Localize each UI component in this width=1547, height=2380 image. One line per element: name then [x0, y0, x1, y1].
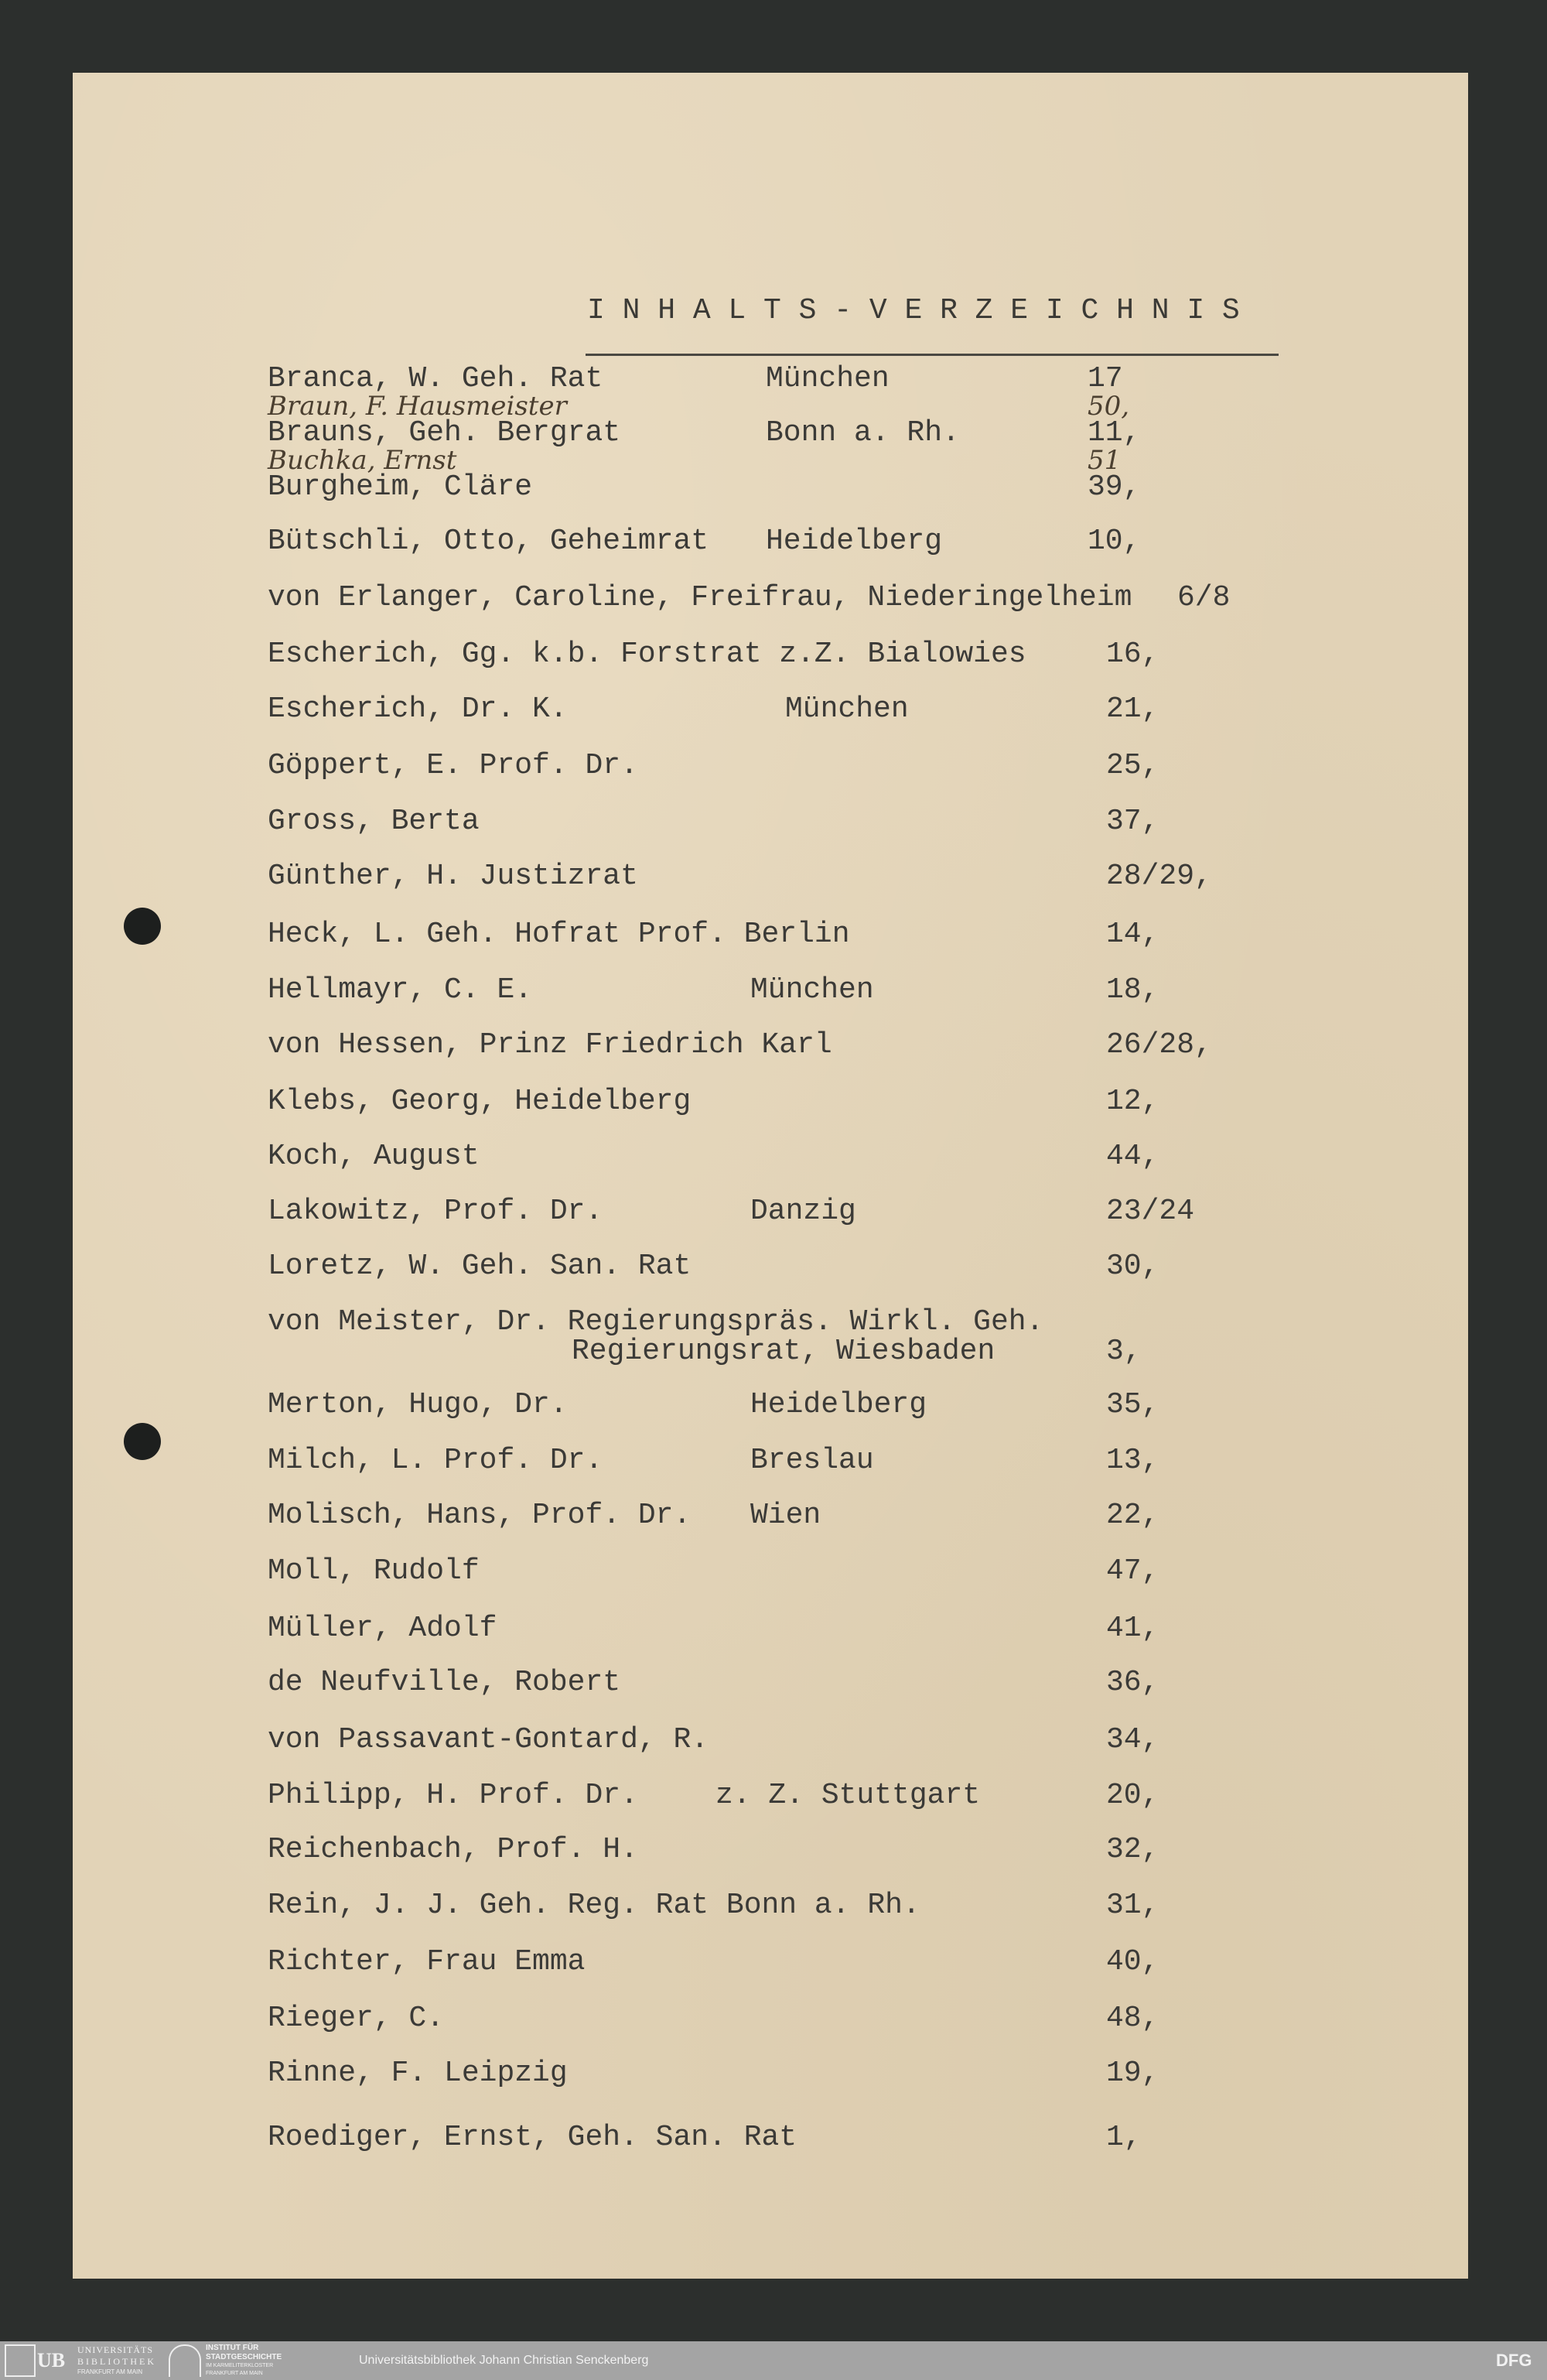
dfg-logo: DFG [1496, 2351, 1532, 2370]
entry-name: Heck, L. Geh. Hofrat Prof. Berlin [268, 918, 850, 951]
entry-page: 32, [1106, 1833, 1159, 1866]
entry-page: 35, [1106, 1388, 1159, 1421]
entry-name: von Meister, Dr. Regierungspräs. Wirkl. Geh. [268, 1305, 1044, 1339]
entry-page: 6/8 [1177, 581, 1231, 614]
entry-page: 19, [1106, 2057, 1159, 2090]
entry-page: 12, [1106, 1085, 1159, 1118]
entry-page: 1, [1106, 2121, 1142, 2154]
entry-name: Burgheim, Cläre [268, 470, 533, 504]
entry-name: Richter, Frau Emma [268, 1945, 586, 1978]
entry-name: Gross, Berta [268, 805, 480, 838]
entry-page: 17 [1088, 362, 1123, 395]
entry-place: München [750, 973, 874, 1007]
footer-bar [0, 2341, 1547, 2380]
entry-place: Danzig [750, 1195, 856, 1228]
punch-hole [124, 1423, 161, 1460]
entry-page: 22, [1106, 1499, 1159, 1532]
entry-name: Braun, F. Hausmeister [268, 391, 567, 422]
entry-name: Lakowitz, Prof. Dr. [268, 1195, 603, 1228]
entry-name: Branca, W. Geh. Rat [268, 362, 603, 395]
title-underline [586, 354, 1279, 356]
entry-page: 50, [1088, 391, 1130, 422]
entry-page: 14, [1106, 918, 1159, 951]
ub-line2: BIBLIOTHEK [77, 2356, 156, 2367]
entry-name: Milch, L. Prof. Dr. [268, 1444, 603, 1477]
ub-line1: UNIVERSITÄTS [77, 2344, 153, 2355]
entry-name: Molisch, Hans, Prof. Dr. [268, 1499, 692, 1532]
entry-page: 18, [1106, 973, 1159, 1007]
entry-place: Regierungsrat, Wiesbaden [572, 1335, 995, 1368]
entry-name: Escherich, Dr. K. [268, 692, 568, 726]
entry-page: 30, [1106, 1250, 1159, 1283]
entry-name: Klebs, Georg, Heidelberg [268, 1085, 692, 1118]
isg-line1: INSTITUT FÜR [206, 2344, 259, 2352]
entry-page: 44, [1106, 1140, 1159, 1173]
entry-name: Buchka, Ernst [268, 445, 457, 476]
entry-place: Heidelberg [750, 1388, 927, 1421]
entry-name: Bütschli, Otto, Geheimrat [268, 525, 709, 558]
entry-page: 3, [1106, 1335, 1142, 1368]
entry-page: 51 [1088, 445, 1122, 476]
entry-place: Heidelberg [766, 525, 943, 558]
isg-line4: FRANKFURT AM MAIN [206, 2371, 263, 2376]
entry-page: 28/29, [1106, 860, 1212, 893]
ub-logo-text: UB [37, 2349, 66, 2371]
entry-page: 39, [1088, 470, 1141, 504]
entry-name: Loretz, W. Geh. San. Rat [268, 1250, 692, 1283]
entry-name: Rieger, C. [268, 2002, 445, 2035]
ub-line3: FRANKFURT AM MAIN [77, 2368, 143, 2375]
entry-name: Göppert, E. Prof. Dr. [268, 749, 638, 782]
entry-name: Brauns, Geh. Bergrat [268, 416, 621, 450]
entry-name: Philipp, H. Prof. Dr. [268, 1779, 638, 1812]
isg-line3: IM KARMELITERKLOSTER [206, 2363, 274, 2368]
entry-page: 10, [1088, 525, 1141, 558]
entry-name: Roediger, Ernst, Geh. San. Rat [268, 2121, 797, 2154]
entry-name: Moll, Rudolf [268, 1554, 480, 1588]
entry-name: Reichenbach, Prof. H. [268, 1833, 638, 1866]
entry-page: 16, [1106, 638, 1159, 671]
library-name: Universitätsbibliothek Johann Christian Senckenberg [359, 2354, 649, 2367]
entry-name: von Erlanger, Caroline, Freifrau, Niederingelheim [268, 581, 1132, 614]
entry-place: z. Z. Stuttgart [715, 1779, 981, 1812]
entry-name: Rinne, F. Leipzig [268, 2057, 568, 2090]
entry-place: Bonn a. Rh. [766, 416, 960, 450]
entry-page: 20, [1106, 1779, 1159, 1812]
entry-name: Escherich, Gg. k.b. Forstrat z.Z. Bialowies [268, 638, 1026, 671]
entry-place: Wien [750, 1499, 821, 1532]
entry-page: 34, [1106, 1723, 1159, 1756]
entry-name: von Hessen, Prinz Friedrich Karl [268, 1028, 832, 1062]
entry-page: 37, [1106, 805, 1159, 838]
entry-page: 25, [1106, 749, 1159, 782]
punch-hole [124, 908, 161, 945]
entry-name: Günther, H. Justizrat [268, 860, 638, 893]
entry-name: Merton, Hugo, Dr. [268, 1388, 568, 1421]
entry-page: 40, [1106, 1945, 1159, 1978]
entry-page: 26/28, [1106, 1028, 1212, 1062]
entry-page: 11, [1088, 416, 1141, 450]
entry-page: 23/24 [1106, 1195, 1195, 1228]
entry-page: 41, [1106, 1612, 1159, 1645]
entry-page: 21, [1106, 692, 1159, 726]
entry-name: von Passavant-Gontard, R. [268, 1723, 709, 1756]
entry-page: 48, [1106, 2002, 1159, 2035]
entry-page: 47, [1106, 1554, 1159, 1588]
entry-place: München [785, 692, 909, 726]
entry-name: Rein, J. J. Geh. Reg. Rat Bonn a. Rh. [268, 1889, 920, 1922]
page-title: I N H A L T S - V E R Z E I C H N I S [587, 294, 1240, 327]
entry-page: 31, [1106, 1889, 1159, 1922]
entry-name: de Neufville, Robert [268, 1666, 621, 1699]
entry-name: Hellmayr, C. E. [268, 973, 533, 1007]
entry-page: 13, [1106, 1444, 1159, 1477]
entry-place: München [766, 362, 890, 395]
document-page [73, 73, 1468, 2279]
isg-line2: STADTGESCHICHTE [206, 2353, 282, 2361]
entry-place: Breslau [750, 1444, 874, 1477]
entry-name: Müller, Adolf [268, 1612, 497, 1645]
ub-logo [5, 2344, 36, 2377]
entry-page: 36, [1106, 1666, 1159, 1699]
entry-name: Koch, August [268, 1140, 480, 1173]
isg-logo [169, 2344, 201, 2377]
